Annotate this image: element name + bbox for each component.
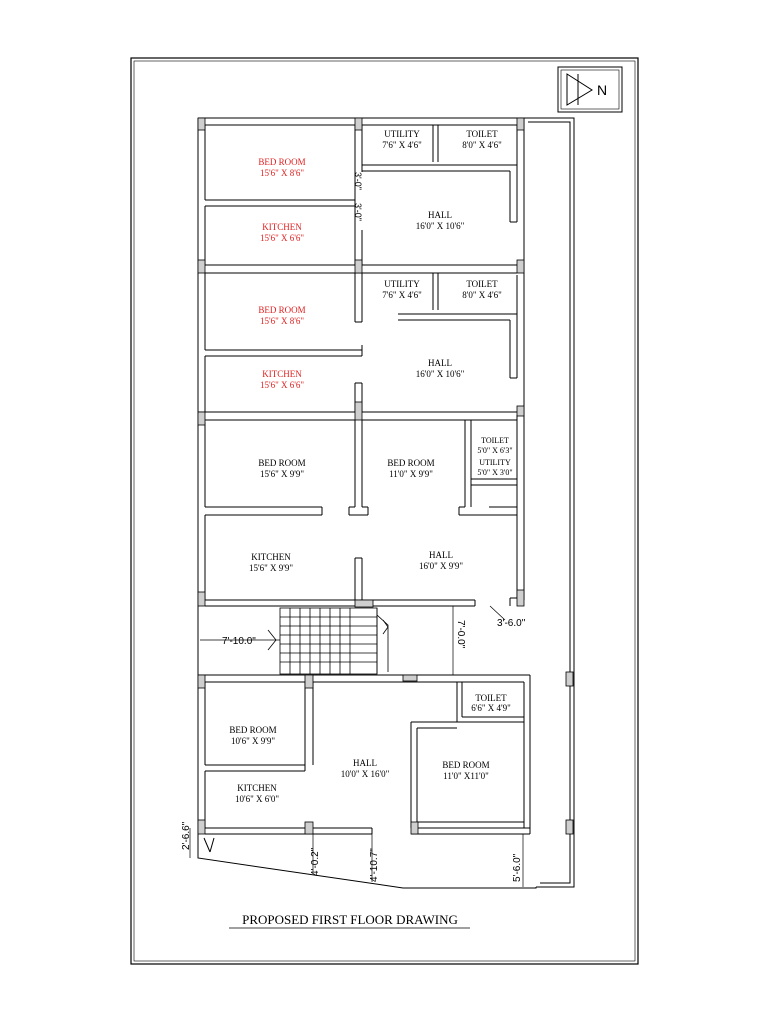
dimension-lines bbox=[190, 606, 523, 887]
room-kitchen3-size: 15'6" X 9'9" bbox=[248, 563, 294, 573]
room-kitchen2-name: KITCHEN bbox=[262, 369, 302, 379]
room-utility1-size: 7'6" X 4'6" bbox=[382, 140, 422, 150]
room-bed1-size: 15'6" X 8'6" bbox=[259, 168, 305, 178]
room-utility3-size: 5'0" X 3'0" bbox=[477, 468, 513, 477]
room-bed6-size: 11'0" X11'0" bbox=[443, 771, 489, 781]
drawing-title: PROPOSED FIRST FLOOR DRAWING bbox=[242, 912, 458, 927]
room-bed5-size: 10'6" X 9'9" bbox=[230, 736, 276, 746]
room-bed1-name: BED ROOM bbox=[258, 157, 306, 167]
room-kitchen4-name: KITCHEN bbox=[237, 783, 277, 793]
room-kitchen1-name: KITCHEN bbox=[262, 222, 302, 232]
room-hall3-name: HALL bbox=[429, 550, 453, 560]
room-hall4-size: 10'0" X 16'0" bbox=[340, 769, 390, 779]
room-bed4-name: BED ROOM bbox=[387, 458, 435, 468]
room-bed3-size: 15'6" X 9'9" bbox=[259, 469, 305, 479]
door-dim-a: 3'-0" bbox=[353, 172, 363, 190]
room-utility1-name: UTILITY bbox=[384, 129, 420, 139]
room-hall1-name: HALL bbox=[428, 210, 452, 220]
room-toilet1-name: TOILET bbox=[466, 129, 498, 139]
room-utility2-name: UTILITY bbox=[384, 279, 420, 289]
north-arrow-icon bbox=[558, 67, 622, 112]
room-kitchen4-size: 10'6" X 6'0" bbox=[234, 794, 280, 804]
room-kitchen2-size: 15'6" X 6'6" bbox=[259, 380, 305, 390]
staircase bbox=[268, 608, 388, 674]
dim-front-b: 4'-10.7" bbox=[369, 848, 380, 882]
room-bed4-size: 11'0" X 9'9" bbox=[389, 469, 433, 479]
room-toilet3-name: TOILET bbox=[481, 436, 509, 445]
room-utility2-size: 7'6" X 4'6" bbox=[382, 290, 422, 300]
room-toilet4-size: 6'6" X 4'9" bbox=[471, 703, 511, 713]
room-toilet4-name: TOILET bbox=[475, 693, 507, 703]
dim-corridor-width: 3'-6.0" bbox=[497, 618, 526, 629]
room-toilet1-size: 8'0" X 4'6" bbox=[462, 140, 502, 150]
room-bed3-name: BED ROOM bbox=[258, 458, 306, 468]
sheet-border-inner bbox=[134, 61, 635, 961]
room-hall4-name: HALL bbox=[353, 758, 377, 768]
room-toilet2-name: TOILET bbox=[466, 279, 498, 289]
dim-stair-width: 7'-10.0" bbox=[222, 636, 256, 647]
room-bed2-size: 15'6" X 8'6" bbox=[259, 316, 305, 326]
room-bed6-name: BED ROOM bbox=[442, 760, 490, 770]
room-kitchen3-name: KITCHEN bbox=[251, 552, 291, 562]
room-hall2-name: HALL bbox=[428, 358, 452, 368]
door-dim-b: 3'-0" bbox=[353, 203, 363, 221]
room-toilet2-size: 8'0" X 4'6" bbox=[462, 290, 502, 300]
dim-front-a: 4'-0.2" bbox=[310, 847, 321, 876]
dim-front-right: 5'-6.0" bbox=[512, 853, 523, 882]
room-bed5-name: BED ROOM bbox=[229, 725, 277, 735]
room-hall1-size: 16'0" X 10'6" bbox=[415, 221, 465, 231]
room-hall2-size: 16'0" X 10'6" bbox=[415, 369, 465, 379]
room-kitchen1-size: 15'6" X 6'6" bbox=[259, 233, 305, 243]
dim-front-left: 2'-6.6" bbox=[181, 821, 192, 850]
room-hall3-size: 16'0" X 9'9" bbox=[418, 561, 464, 571]
room-bed2-name: BED ROOM bbox=[258, 305, 306, 315]
north-label: N bbox=[597, 82, 608, 98]
dim-stair-height: 7'-0.0" bbox=[455, 620, 466, 649]
room-toilet3-size: 5'0" X 6'3" bbox=[477, 446, 513, 455]
room-utility3-name: UTILITY bbox=[479, 458, 511, 467]
